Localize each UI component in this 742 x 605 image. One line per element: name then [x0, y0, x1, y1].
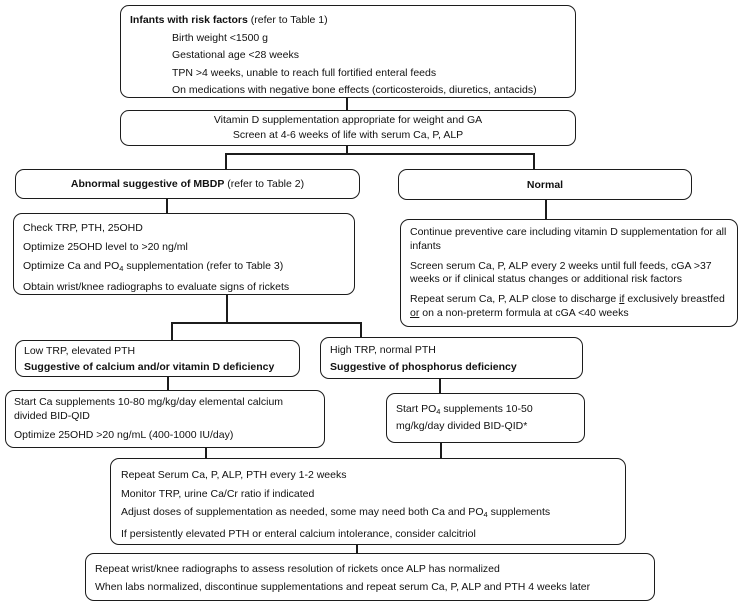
- monitoring-node: [110, 458, 626, 545]
- text-segment: supplementation (refer to Table 3): [123, 260, 284, 272]
- continue-preventive-care-node: [400, 219, 738, 327]
- text-line: [23, 257, 345, 278]
- node-title-rest: (refer to Table 1): [247, 14, 328, 26]
- connector-line: [167, 377, 169, 390]
- connector-line: [225, 153, 535, 155]
- node-title-line: [130, 12, 566, 30]
- text-line: Optimize 25OHD level to >20 ng/ml: [23, 241, 188, 253]
- resolution-node: [85, 553, 655, 601]
- infants-risk-factors-node: [120, 5, 576, 98]
- normal-node: [398, 169, 692, 200]
- connector-line: [166, 199, 168, 213]
- text-segment: Start PO: [396, 403, 437, 415]
- connector-line: [439, 379, 441, 393]
- risk-item: Gestational age <28 weeks: [172, 49, 299, 61]
- text-paragraph: Continue preventive care including vitamin D supplementation for all infants: [410, 226, 727, 252]
- connector-line: [533, 153, 535, 169]
- subscript: 4: [483, 510, 488, 519]
- start-calcium-node: [5, 390, 325, 448]
- text-line-bold: Suggestive of phosphorus deficiency: [330, 360, 517, 373]
- underlined-word: if: [619, 293, 625, 306]
- connector-line: [360, 322, 362, 337]
- connector-line: [225, 153, 227, 169]
- text-line: Monitor TRP, urine Ca/Cr ratio if indicated: [121, 487, 315, 500]
- subscript: 4: [436, 407, 441, 416]
- connector-line: [171, 322, 361, 324]
- text-line: Repeat wrist/knee radiographs to assess resolution of rickets once ALP has normalized: [95, 563, 500, 575]
- text-segment: Adjust doses of supplementation as needed, some may need both Ca and PO: [121, 506, 484, 518]
- connector-line: [545, 200, 547, 219]
- text-segment: supplements 10-50 mg/kg/day divided BID-QID*: [396, 403, 533, 432]
- text-line: Low TRP, elevated PTH: [24, 345, 136, 357]
- abnormal-label-rest: (refer to Table 2): [224, 178, 305, 190]
- text-segment: exclusively breastfed: [624, 293, 725, 306]
- text-line: [16, 178, 359, 190]
- text-line: If persistently elevated PTH or enteral calcium intolerance, consider calcitriol: [121, 527, 476, 540]
- normal-label: Normal: [526, 178, 564, 191]
- abnormal-label-bold: Abnormal suggestive of MBDP: [70, 178, 225, 190]
- text-line: Screen at 4-6 weeks of life with serum Ca, P, ALP: [232, 129, 464, 141]
- text-line: When labs normalized, discontinue supplementations and repeat serum Ca, P, ALP and PTH 4 weeks later: [95, 581, 591, 593]
- text-line: Vitamin D supplementation appropriate for weight and GA: [213, 114, 483, 126]
- text-segment: supplements: [487, 506, 551, 518]
- check-labs-node: [13, 213, 355, 295]
- connector-line: [171, 322, 173, 340]
- high-trp-node: [320, 337, 583, 379]
- connector-line: [226, 295, 228, 323]
- text-line: Check TRP, PTH, 25OHD: [23, 222, 143, 234]
- low-trp-node: [15, 340, 300, 377]
- node-title-bold: Infants with risk factors: [130, 14, 248, 26]
- text-paragraph: [410, 293, 728, 321]
- text-line: [121, 503, 615, 525]
- text-paragraph: Optimize 25OHD >20 ng/mL (400-1000 IU/day): [14, 429, 234, 441]
- text-segment: on a non-preterm formula at cGA <40 weeks: [419, 306, 629, 319]
- start-phosphate-node: [386, 393, 585, 443]
- text-paragraph: Screen serum Ca, P, ALP every 2 weeks until full feeds, cGA >37 weeks or if clinical status changes or additional risk factors: [410, 259, 712, 286]
- connector-line: [346, 98, 348, 110]
- underlined-word: or: [410, 306, 420, 319]
- text-segment: Repeat serum Ca, P, ALP close to discharge: [410, 293, 620, 306]
- text-line: Obtain wrist/knee radiographs to evaluate signs of rickets: [23, 281, 290, 293]
- risk-item: Birth weight <1500 g: [172, 31, 269, 44]
- text-segment: Optimize Ca and PO: [23, 260, 120, 272]
- subscript: 4: [119, 264, 124, 273]
- vitamin-d-screening-node: [120, 110, 576, 146]
- abnormal-mbdp-node: [15, 169, 360, 199]
- risk-item: TPN >4 weeks, unable to reach full fortified enteral feeds: [172, 66, 437, 79]
- text-line-bold: Suggestive of calcium and/or vitamin D deficiency: [24, 361, 275, 373]
- text-line: Repeat Serum Ca, P, ALP, PTH every 1-2 weeks: [121, 469, 347, 481]
- text-line: High TRP, normal PTH: [330, 344, 436, 356]
- risk-item: On medications with negative bone effects (corticosteroids, diuretics, antacids): [172, 84, 537, 96]
- text-paragraph: Start Ca supplements 10-80 mg/kg/day elemental calcium divided BID-QID: [14, 396, 284, 422]
